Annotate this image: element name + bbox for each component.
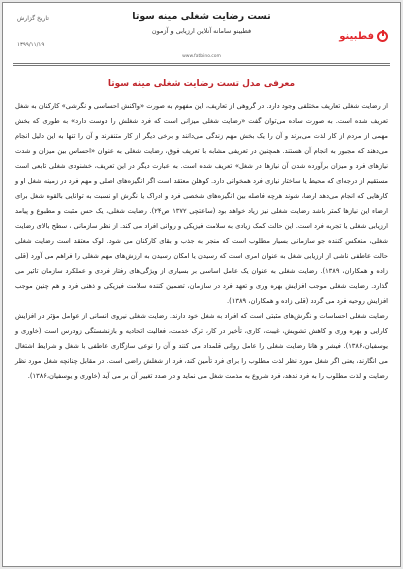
report-date-value: ۱۳۹۹/۱۱/۱۹ xyxy=(17,42,45,48)
document-page xyxy=(2,2,401,567)
paragraph: رضایت شغلی احساسات و نگرش‌های مثبتی است که افراد به شغل خود دارند. رضایت شغلی نیروی انسانی از عوامل مؤثر در افزایش کارایی و بهره وری و کاهش تشویش، غیبت، کاری، تأخیر در کار، ترک خدمت، فعالیت اتحادیه و بازنشستگی زودرس است (خاوری و یوسفیان،۱۳۸۶). فیشر و هانا رضایت شغلی را عامل روانی قلمداد می کنند و آن را نوعی سازگاری عاطفی با شغل و شرایط اشتغال می انگارند، یعنی اگر شغل مورد نظر لذت مطلوب را برای فرد تأمین کند، فرد از شغلش راضی است. در مقابل چنانچه شغل مورد نظر رضایت و لذت مطلوب را به فرد ندهد، فرد شروع به مذمت شغل می نماید و در صدد تغییر آن بر می آید (خاوری و یوسفیان،۱۳۸۶). xyxy=(15,312,388,380)
paragraph: از رضایت شغلی تعاریف مختلفی وجود دارد. در گروهی از تعاریف، این مفهوم به صورت «واکنش احساسی و نگرشی» کارکنان به شغل تعریف شده است. به صورت ساده می‌توان گفت «رضایت شغلی میزانی است که فرد شغلش را دوست دارد» به طوری که بخش مهمی از مردم از کار لذت می‌برند و آن را یک بخش مهم زندگی می‌دانند و برخی دیگر از کار متنفرند و آن را تنها به این دلیل انجام می‌دهند که مجبور به انجام آن هستند. همچنین در تعریفی مشابه با تعریف فوق، رضایت شغلی به عنوان «احساس بین میزان و شدت نیازهای فرد و میزان برآورده شدن آن نیازها در شغل» تعریف شده است. به عبارت دیگر در این تعریف، خشنودی شغلی تابعی است مستقیم از درجه‌ای که محیط یا ساختار نیازی فرد همخوانی دارد. کوهلن معتقد است اگر انگیزه‌های اصلی و مهم فرد در زمینه شغل او و کارهایی که انجام می‌دهد ارضا، شوند هرچه فاصله بین انگیزه‌های شخصی فرد و ادراک یا نگرش او نسبت به توانایی بالقوه شغل برای ارضاء این نیازها کمتر باشد رضایت شغلی نیز زیاد خواهد بود (ساعتچی ۱۳۷۲ ص۲۴). رضایت شغلی، یک حس مثبت و مطبوع و پیامد ارزیابی شغلی یا تجربه فرد است. این حالت کمک زیادی به سلامت فیزیکی و روانی افراد می کند. از نظر سازمانی ، سطح بالای رضایت شغلی، منعکس کننده جو سازمانی بسیار مطلوب است که منجر به جذب و بقای کارکنان می شود. لوک معتقد است رضایت شغلی حالت عاطفی ناشی از ارزیابی شغل به عنوان امری است که رسیدن یا امکان رسیدن به ارزش‌های مهم شغلی را فراهم می آورد (قلی زاده و همکاران، ۱۳۸۹). رضایت شغلی به عنوان یک عامل اساسی بر بسیاری از ویژگی‌های رفتار فردی و عملکرد سازمان تاثیر می گذارد. رضایت شغلی موجب افزایش بهره وری و تعهد فرد در سازمان، تضمین کننده سلامت فیزیکی و ذهنی فرد و هم چنین موجب افزایش روحیه فرد می گردد (قلی زاده و همکاران، ۱۳۸۹). xyxy=(15,102,388,305)
report-header xyxy=(3,3,400,65)
document-subtitle: فطبینو سامانه آنلاین ارزیابی و آزمون xyxy=(151,27,252,35)
document-title: تست رضایت شغلی مینه سوتا xyxy=(132,11,271,22)
power-logo-icon xyxy=(377,31,388,42)
report-date-label: تاریخ گزارش xyxy=(17,15,49,22)
site-url: www.fatbino.com xyxy=(182,54,221,59)
brand-logo xyxy=(339,31,388,42)
header-divider-second xyxy=(13,65,390,66)
brand-logo-text: فطبینو xyxy=(339,31,374,42)
section-title: معرفی مدل تست رضایت شغلی مینه سوتا xyxy=(107,79,296,89)
header-divider xyxy=(13,63,390,64)
body-text xyxy=(15,99,388,384)
